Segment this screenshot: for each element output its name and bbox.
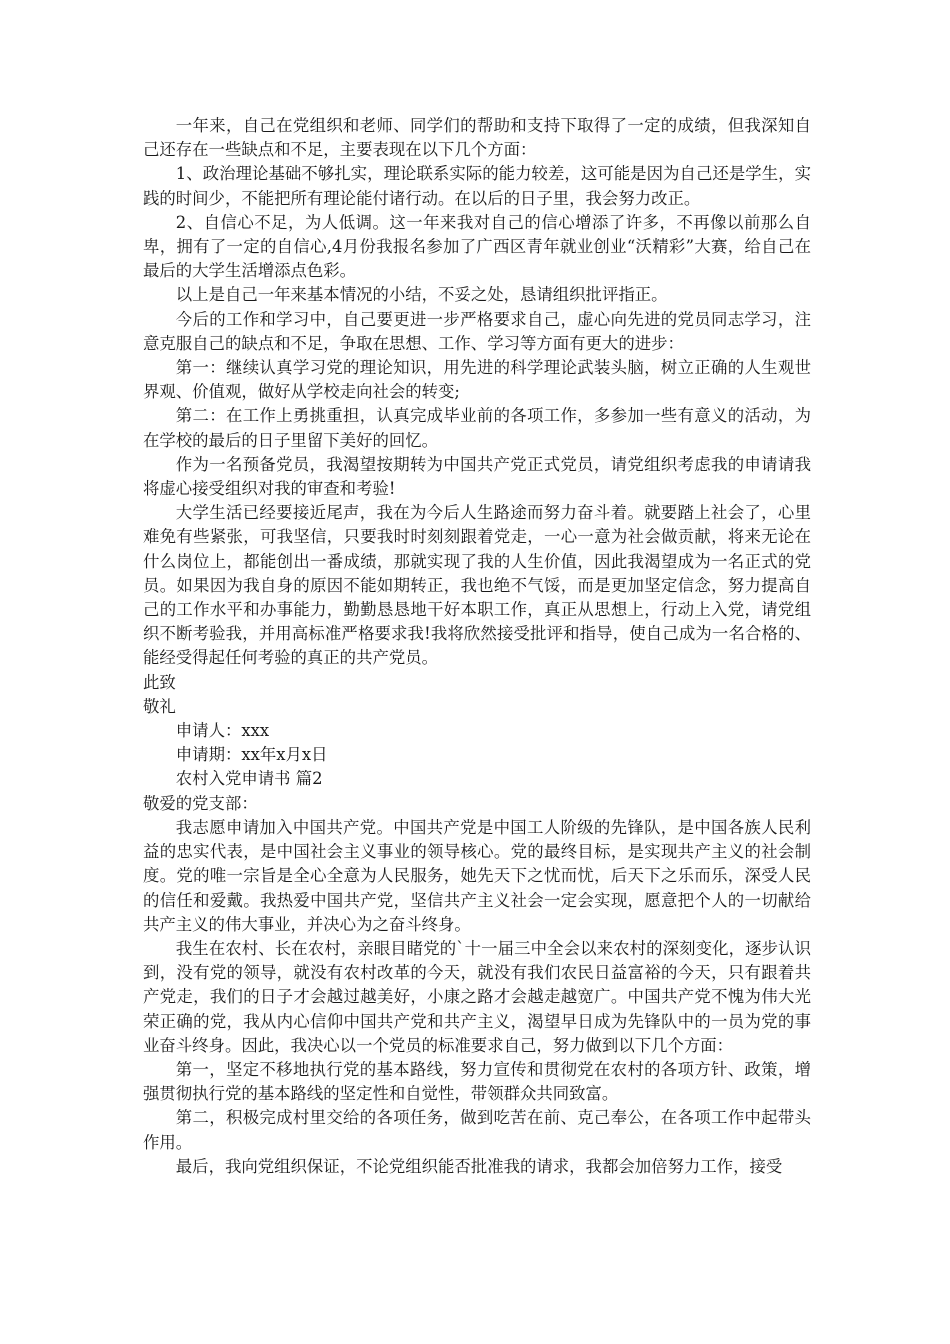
paragraph: 作为一名预备党员，我渴望按期转为中国共产党正式党员，请党组织考虑我的申请请我将虚心接受组织对我的审查和考验! bbox=[143, 454, 811, 499]
paragraph: 以上是自己一年来基本情况的小结，不妥之处，恳请组织批评指正。 bbox=[175, 285, 668, 305]
document-body bbox=[143, 114, 811, 1179]
paragraph: 我志愿申请加入中国共产党。中国共产党是中国工人阶级的先锋队，是中国各族人民利益的忠实代表，是中国社会主义事业的领导核心。党的最终目标，是实现共产主义的社会制度。党的唯一宗旨是全心全意为人民服务，她先天下之忧而忧，后天下之乐而乐，深受人民的信任和爱戴。我热爱中国共产党，坚信共产主义社会一定会实现，愿意把个人的一切献给共产主义的伟大事业，并决心为之奋斗终身。 bbox=[143, 817, 811, 934]
paragraph: 我生在农村、长在农村，亲眼目睹党的`十一届三中全会以来农村的深刻变化，逐步认识到，没有党的领导，就没有农村改革的今天，就没有我们农民日益富裕的今天，只有跟着共产党走，我们的日子才会越过越美好，小康之路才会越走越宽广。中国共产党不愧为伟大光荣正确的党，我从内心信仰中国共产党和共产主义，渴望早日成为先锋队中的一员为党的事业奋斗终身。因此，我决心以一个党员的标准要求自己，努力做到以下几个方面： bbox=[143, 938, 811, 1055]
date-line: 申请期：xx年x月x日 bbox=[175, 745, 328, 765]
closing-salutation: 此致 bbox=[143, 672, 176, 692]
paragraph: 大学生活已经要接近尾声，我在为今后人生路途而努力奋斗着。就要踏上社会了，心里难免有些紧张，可我坚信，只要我时时刻刻跟着党走，一心一意为社会做贡献，将来无论在什么岗位上，都能创出一番成绩，那就实现了我的人生价值，因此我渴望成为一名正式的党员。如果因为我自身的原因不能如期转正，我也绝不气馁，而是更加坚定信念，努力提高自己的工作水平和办事能力，勤勤恳恳地干好本职工作，真正从思想上，行动上入党，请党组织不断考验我，并用高标准严格要求我!我将欣然接受批评和指导，使自己成为一名合格的、能经受得起任何考验的真正的共产党员。 bbox=[143, 503, 811, 668]
paragraph: 第一：继续认真学习党的理论知识，用先进的科学理论武装头脑，树立正确的人生观世界观、价值观，做好从学校走向社会的转变; bbox=[143, 358, 811, 402]
paragraph: 一年来，自己在党组织和老师、同学们的帮助和支持下取得了一定的成绩，但我深知自己还存在一些缺点和不足，主要表现在以下几个方面： bbox=[143, 116, 811, 160]
paragraph: 第二：在工作上勇挑重担，认真完成毕业前的各项工作，多参加一些有意义的活动，为在学校的最后的日子里留下美好的回忆。 bbox=[143, 406, 811, 450]
paragraph: 第二，积极完成村里交给的各项任务，做到吃苦在前、克己奉公，在各项工作中起带头作用。 bbox=[143, 1108, 811, 1152]
paragraph: 2、自信心不足，为人低调。这一年来我对自己的信心增添了许多，不再像以前那么自卑，拥有了一定的自信心,4月份我报名参加了广西区青年就业创业“沃精彩”大赛，给自己在最后的大学生活增添点色彩。 bbox=[143, 212, 811, 281]
paragraph: 第一，坚定不移地执行党的基本路线，努力宣传和贯彻党在农村的各项方针、政策，增强贯彻执行党的基本路线的坚定性和自觉性，带领群众共同致富。 bbox=[143, 1059, 811, 1104]
applicant-line: 申请人：xxx bbox=[175, 721, 270, 741]
closing-salute: 敬礼 bbox=[143, 696, 176, 716]
paragraph: 今后的工作和学习中，自己要更进一步严格要求自己，虚心向先进的党员同志学习，注意克服自己的缺点和不足，争取在思想、工作、学习等方面有更大的进步： bbox=[143, 309, 811, 353]
greeting: 敬爱的党支部： bbox=[143, 793, 258, 813]
paragraph: 最后，我向党组织保证，不论党组织能否批准我的请求，我都会加倍努力工作，接受 bbox=[175, 1156, 783, 1176]
paragraph: 1、政治理论基础不够扎实，理论联系实际的能力较差，这可能是因为自己还是学生，实践的时间少，不能把所有理论能付诸行动。在以后的日子里，我会努力改正。 bbox=[143, 164, 811, 208]
section-title: 农村入党申请书 篇2 bbox=[175, 769, 323, 789]
